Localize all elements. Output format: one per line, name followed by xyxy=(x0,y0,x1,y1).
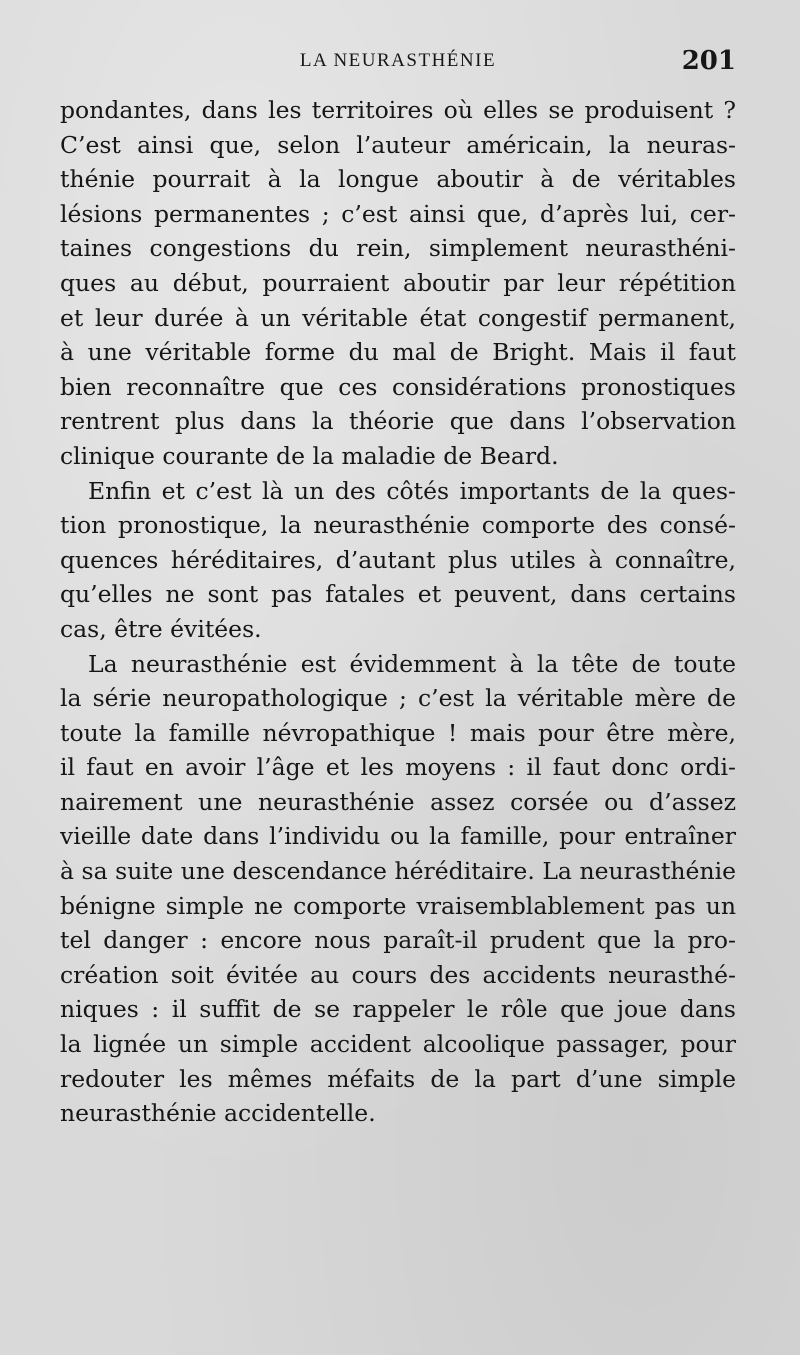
text-line: La neurasthénie est évidemment à la tête de toute xyxy=(88,649,736,678)
text-line: quences héréditaires, d’autant plus utiles à connaître, xyxy=(60,545,736,574)
text-line: la lignée un simple accident alcoolique passager, pour xyxy=(60,1030,736,1059)
text-line: redouter les mêmes méfaits de la part d’une simple xyxy=(60,1064,736,1093)
text-line: tion pronostique, la neurasthénie comporte des consé- xyxy=(60,511,736,540)
text-line: cas, être évitées. xyxy=(60,614,262,643)
text-line: et leur durée à un véritable état congestif permanent, xyxy=(60,303,736,332)
running-title: LA NEURASTHÉNIE xyxy=(299,50,497,71)
text-line: la série neuropathologique ; c’est la véritable mère de xyxy=(60,684,736,713)
text-line: il faut en avoir l’âge et les moyens : il faut donc ordi- xyxy=(60,753,736,782)
text-line: rentrent plus dans la théorie que dans l’observation xyxy=(60,407,736,436)
text-line: création soit évitée au cours des accidents neurasthé- xyxy=(60,960,736,989)
text-line: toute la famille névropathique ! mais pour être mère, xyxy=(60,718,736,747)
text-line: vieille date dans l’individu ou la famille, pour entraîner xyxy=(60,822,736,851)
text-line: neurasthénie accidentelle. xyxy=(60,1099,376,1128)
text-line: thénie pourrait à la longue aboutir à de véritables xyxy=(60,165,736,194)
page-header xyxy=(60,46,736,80)
text-line: bénigne simple ne comporte vraisemblablement pas un xyxy=(60,891,736,920)
text-line: nairement une neurasthénie assez corsée ou d’assez xyxy=(60,787,736,816)
text-line: pondantes, dans les territoires où elles se produisent ? xyxy=(60,96,736,124)
text-line: Enfin et c’est là un des côtés importants de la ques- xyxy=(88,476,736,505)
text-line: qu’elles ne sont pas fatales et peuvent, dans certains xyxy=(60,580,736,609)
text-line: clinique courante de la maladie de Beard. xyxy=(60,441,559,470)
page-number: 201 xyxy=(681,46,736,76)
text-line: lésions permanentes ; c’est ainsi que, d’après lui, cer- xyxy=(60,199,736,228)
text-line: taines congestions du rein, simplement neurasthéni- xyxy=(60,234,736,263)
text-line: à sa suite une descendance héréditaire. La neurasthénie xyxy=(60,857,736,886)
text-line: ques au début, pourraient aboutir par leur répétition xyxy=(60,268,736,297)
body-text xyxy=(60,93,736,1131)
text-line: à une véritable forme du mal de Bright. Mais il faut xyxy=(60,338,736,367)
text-line: tel danger : encore nous paraît-il prudent que la pro- xyxy=(60,926,736,955)
text-line: niques : il suffit de se rappeler le rôle que joue dans xyxy=(60,995,736,1024)
text-line: C’est ainsi que, selon l’auteur américain, la neuras- xyxy=(60,130,736,159)
text-line: bien reconnaître que ces considérations pronostiques xyxy=(60,372,736,401)
